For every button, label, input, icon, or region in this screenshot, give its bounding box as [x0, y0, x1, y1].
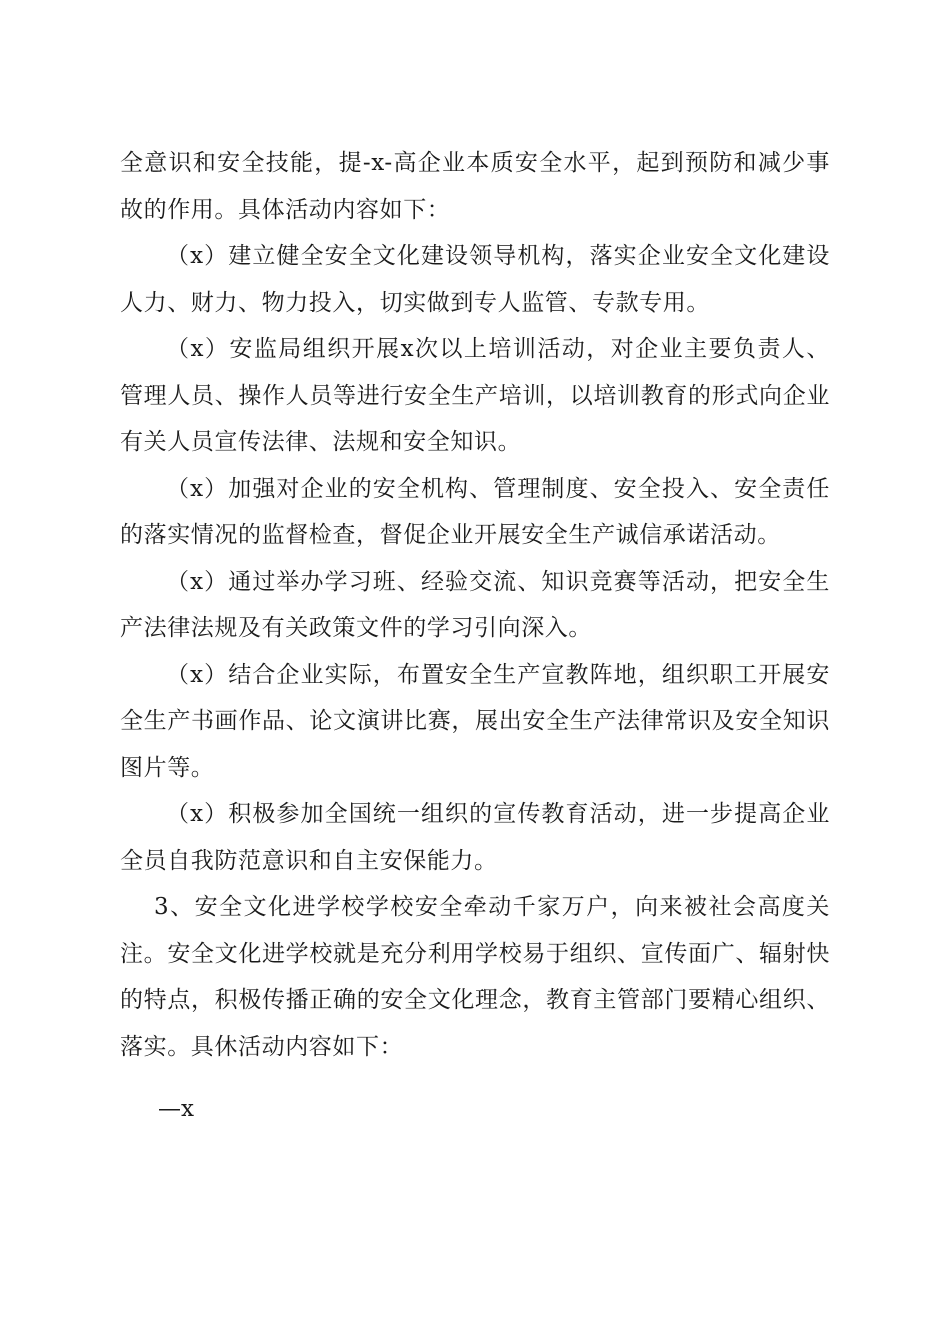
paragraph-section-3: 3、安全文化进学校学校安全牵动千家万户，向来被社会高度关注。安全文化进学校就是充分利用学校易于组织、宣传面广、辐射快的特点，积极传播正确的安全文化理念，教育主管部门要精心组织、落实。具休活动内容如下：	[120, 894, 830, 1060]
paragraph-continuation: 全意识和安全技能，提-x-高企业本质安全水平，起到预防和减少事故的作用。具体活动内容如下：	[120, 150, 830, 223]
paragraph-item-2: （x）安监局组织开展x次以上培训活动，对企业主要负责人、管理人员、操作人员等进行安全生产培训，以培训教育的形式向企业有关人员宣传法律、法规和安全知识。	[120, 336, 830, 455]
paragraph-item-6: （x）积极参加全国统一组织的宣传教育活动，进一步提高企业全员自我防范意识和自主安保能力。	[120, 801, 830, 874]
paragraph-item-3: （x）加强对企业的安全机构、管理制度、安全投入、安全责任的落实情况的监督检查，督促企业开展安全生产诚信承诺活动。	[120, 475, 830, 548]
trailer-text: —x	[158, 1096, 194, 1122]
paragraph-item-4: （x）通过举办学习班、经验交流、知识竞赛等活动，把安全生产法律法规及有关政策文件的学习引向深入。	[120, 568, 830, 641]
document-body	[120, 140, 830, 1070]
paragraph-item-1: （x）建立健全安全文化建设领导机构，落实企业安全文化建设人力、财力、物力投入，切实做到专人监管、专款专用。	[120, 243, 830, 316]
paragraph-item-5: （x）结合企业实际，布置安全生产宣教阵地，组织职工开展安全生产书画作品、论文演讲比赛，展出安全生产法律常识及安全知识图片等。	[120, 661, 830, 781]
